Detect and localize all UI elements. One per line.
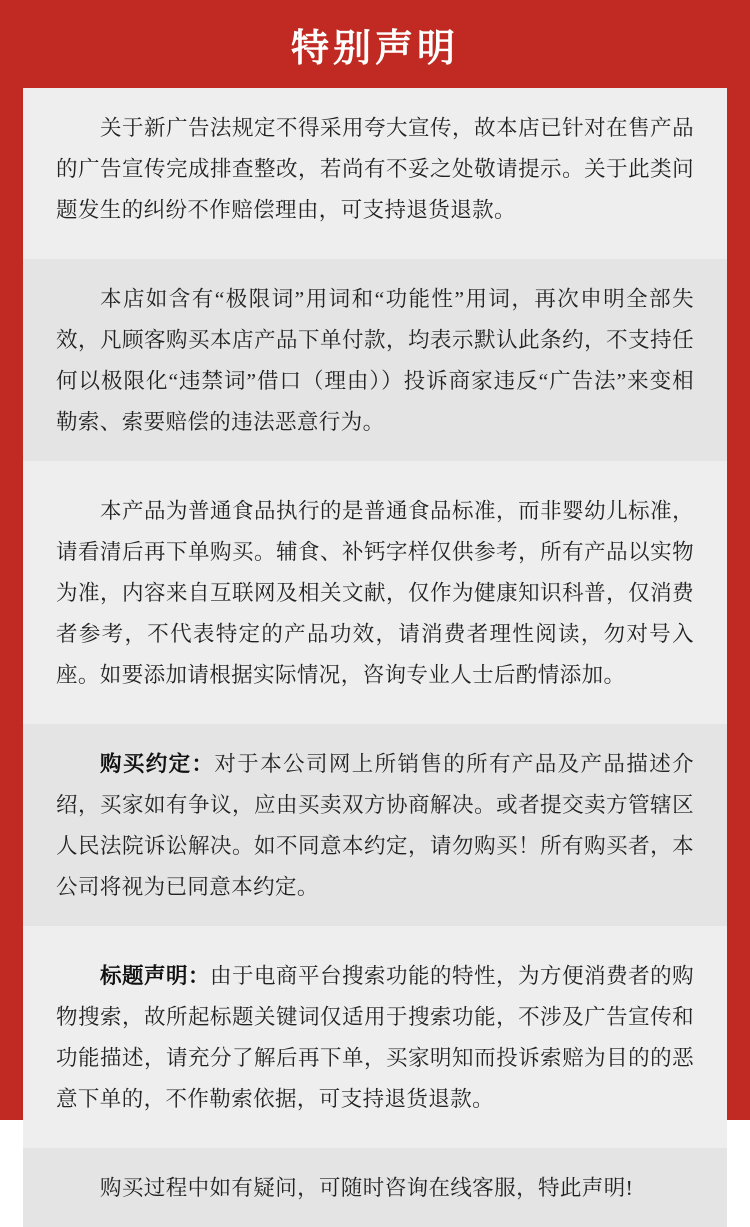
section-divider (23, 461, 727, 471)
page-title: 特别声明 (290, 27, 459, 70)
section-divider (23, 926, 727, 936)
section-divider (23, 714, 727, 724)
section-divider (23, 249, 727, 259)
statement-paragraph (56, 491, 694, 696)
section-divider (23, 1138, 727, 1148)
statement-paragraph (56, 279, 694, 443)
statement-text: 由于电商平台搜索功能的特性，为方便消费者的购物搜索，故所起标题关键词仅适用于搜索功能，不涉及广告宣传和功能描述，请充分了解后再下单，买家明知而投诉索赔为目的的恶意下单的，不作勒索依据，可支持退货退款。 (56, 964, 694, 1111)
page-header (0, 0, 750, 88)
statement-paragraph (56, 108, 694, 231)
statement-paragraph (56, 956, 694, 1120)
statement-content (23, 88, 727, 1200)
statement-text: 购买过程中如有疑问，可随时咨询在线客服，特此声明! (100, 1176, 634, 1200)
statement-paragraph (56, 1168, 694, 1209)
statement-text: 关于新广告法规定不得采用夸大宣传，故本店已针对在售产品的广告宣传完成排查整改，若尚有不妥之处敬请提示。关于此类问题发生的纠纷不作赔偿理由，可支持退货退款。 (56, 116, 694, 222)
statement-section (23, 1148, 727, 1227)
statement-section (23, 471, 727, 714)
right-red-border (727, 0, 750, 1120)
statement-paragraph (56, 744, 694, 908)
statement-section (23, 724, 727, 926)
statement-section (23, 88, 727, 249)
statement-text: 对于本公司网上所销售的所有产品及产品描述介绍，买家如有争议，应由买卖双方协商解决。或者提交卖方管辖区人民法院诉讼解决。如不同意本约定，请勿购买！所有购买者，本公司将视为已同意本约定。 (56, 752, 694, 899)
left-red-border (0, 0, 23, 1120)
statement-sections (23, 88, 727, 1227)
statement-section (23, 936, 727, 1138)
statement-lead: 标题声明： (100, 964, 211, 988)
statement-text: 本产品为普通食品执行的是普通食品标准，而非婴幼儿标准，请看清后再下单购买。辅食、补钙字样仅供参考，所有产品以实物为准，内容来自互联网及相关文献，仅作为健康知识科普，仅消费者参考，不代表特定的产品功效，请消费者理性阅读，勿对号入座。如要添加请根据实际情况，咨询专业人士后酌情添加。 (56, 499, 694, 687)
statement-section (23, 259, 727, 461)
statement-lead: 购买约定： (100, 752, 215, 776)
statement-text: 本店如含有“极限词”用词和“功能性”用词，再次申明全部失效，凡顾客购买本店产品下单付款，均表示默认此条约，不支持任何以极限化“违禁词”借口（理由））投诉商家违反“广告法”来变相勒索、索要赔偿的违法恶意行为。 (56, 287, 694, 434)
